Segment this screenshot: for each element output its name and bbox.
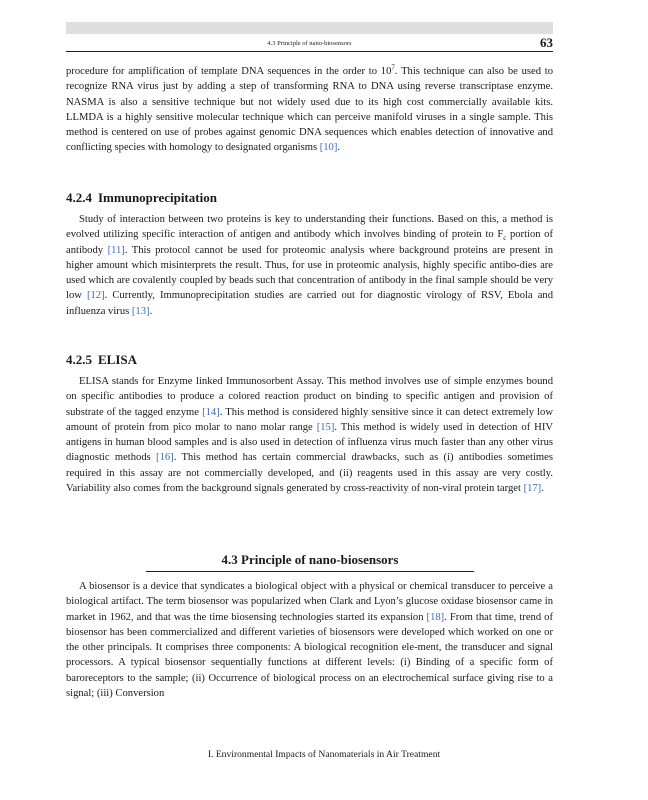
elisa-text-4: . This method has certain commercial drawbacks, such as (i) antibodies sometimes required in this assay are not commercially developed, and (ii) reagents used in this assay are very costly. Variability also comes from the background signals generated by cross-reactivity of non-viral protein target	[66, 452, 553, 495]
section-rule	[146, 571, 474, 572]
immuno-text-1: Study of interaction between two proteins is key to understanding their functions. Based on this, a method is evolved utilizing specific interaction of antigen and antibody which involves binding of protein to F	[66, 214, 553, 241]
immuno-text-4: . Currently, Immunoprecipitation studies are carried out for diagnostic virology of RSV, Ebola and influenza virus	[66, 290, 553, 317]
citation-16[interactable]: [16]	[156, 452, 174, 464]
heading-number: 4.2.4	[66, 190, 92, 205]
immuno-subscript: c	[503, 234, 507, 243]
immuno-text-5: .	[149, 305, 153, 317]
intro-paragraph	[66, 64, 553, 156]
citation-15[interactable]: [15]	[316, 421, 335, 433]
heading-immunoprecipitation	[66, 190, 217, 206]
elisa-text-1: ELISA stands for Enzyme linked Immunosorbent Assay. This method involves use of simple enzymes bound on specific antibodies to produce a colored reaction product on binding to specific antigen and provision of substrate of the tagged enzyme	[66, 376, 553, 418]
heading-title: ELISA	[98, 352, 138, 367]
running-title: 4.3 Principle of nano-biosensors	[267, 40, 352, 47]
biosensor-text-2: . From that time, trend of biosensor has been commercialized and different varieties of biosensors were developed which worked on one or the other principals. It comprises three components: A biological recognition ele-ment, the transducer and signal processors. A typical biosensor sequentially functions at different levels: (i) Binding of a specific form of baroreceptors to the sample; (ii) Occurrence of biological process on an electrochemical surface giving rise to a signal; (iii) Conversion	[66, 611, 553, 700]
immuno-text-2: portion of antibody	[66, 229, 553, 256]
citation-13[interactable]: [13]	[131, 305, 150, 317]
citation-10[interactable]: [10]	[319, 142, 338, 154]
header-bar	[66, 22, 553, 34]
immuno-text-3: . This protocol cannot be used for proteomic analysis where background proteins are present in higher amount which misinterprets the result. Thus, for use in proteomic analysis, highly specific antibo-dies are used which are covalently coupled by beads such that concentration of antibody in the final sample should be very low	[66, 244, 553, 302]
section-title: 4.3 Principle of nano-biosensors	[221, 552, 399, 567]
citation-12[interactable]: [12]	[86, 290, 105, 302]
citation-14[interactable]: [14]	[202, 406, 220, 418]
citation-18[interactable]: [18]	[426, 611, 445, 623]
page-number: 63	[540, 35, 553, 50]
intro-text-1: procedure for amplification of template DNA sequences in the order to 10	[66, 66, 392, 77]
intro-superscript: 7	[391, 63, 395, 72]
citation-11[interactable]: [11]	[107, 244, 125, 256]
heading-number: 4.2.5	[66, 352, 92, 367]
biosensor-paragraph	[66, 579, 553, 701]
heading-elisa	[66, 352, 137, 368]
heading-title: Immunoprecipitation	[98, 190, 217, 205]
page-header	[66, 34, 553, 52]
citation-17[interactable]: [17]	[523, 483, 542, 495]
intro-end: .	[337, 142, 341, 154]
elisa-text-3: . This method is widely used in detection of HIV antigens in human blood samples and is also used in detection of influenza virus much faster than any other virus diagnostic methods	[66, 421, 553, 464]
elisa-paragraph	[66, 374, 553, 496]
immuno-paragraph	[66, 212, 553, 319]
biosensor-text-1: A biosensor is a device that syndicates a biological object with a physical or chemical transducer to perceive a biological artifact. The term biosensor was popularized when Clark and Lyon’s glucose oxidase biosensor came in market in 1962, and that was the time biosensing technologies started its expansion	[66, 581, 553, 623]
elisa-text-5: .	[541, 483, 544, 495]
intro-text-2: . This technique can also be used to recognize RNA virus just by adding a step of transforming RNA to DNA using reverse transcriptase enzyme. NASMA is also a sensitive technique but not widely used due to its high cost commercially available kits. LLMDA is a highly sensitive molecular technique which can perceive manifold viruses in a single sample. This method is centered on use of probes against genomic DNA sequences which enables detection of innovative and conflicting species with homology to designated organisms	[66, 66, 553, 154]
page-footer: I. Environmental Impacts of Nanomaterials in Air Treatment	[207, 749, 441, 760]
elisa-text-2: . This method is considered highly sensitive since it can detect extremely low amount of protein from pico molar to nano molar range	[66, 406, 553, 433]
